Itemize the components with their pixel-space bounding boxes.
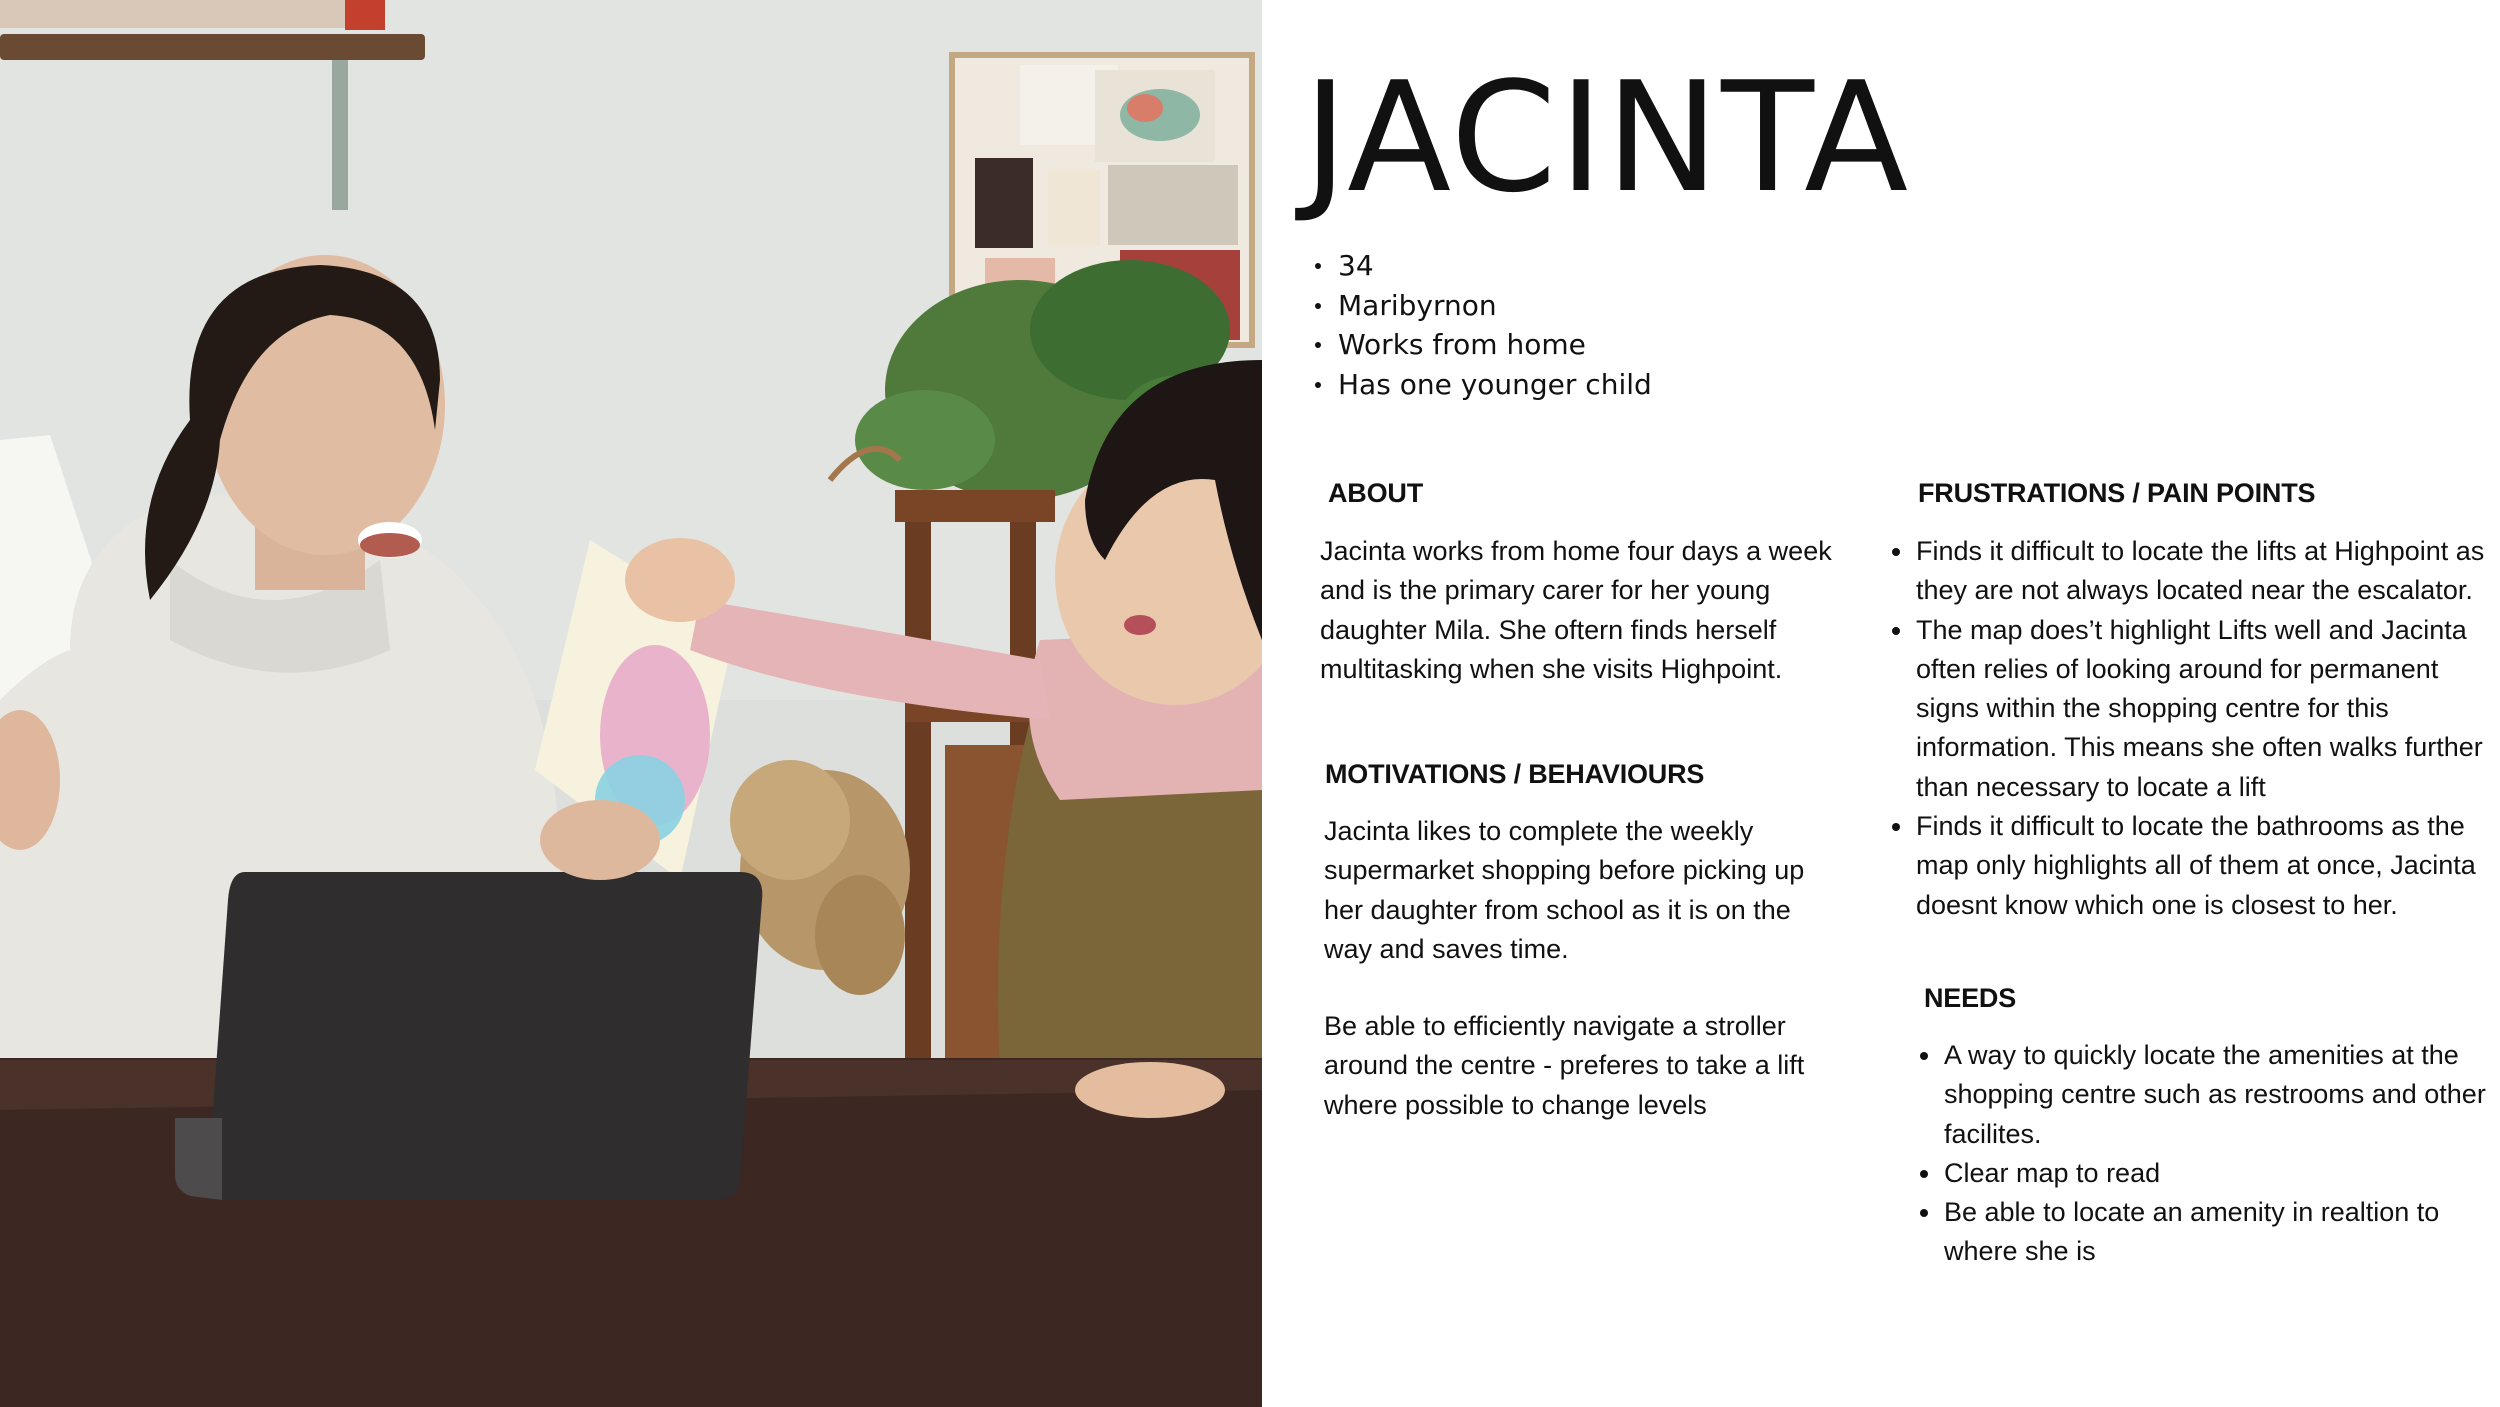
- fact-family: Has one younger child: [1312, 365, 1652, 405]
- motivations-paragraph-1: Jacinta likes to complete the weekly supermarket shopping before picking up her daughter from school as it is on the way and saves time.: [1324, 816, 1805, 964]
- motivations-paragraph-2: Be able to efficiently navigate a stroller around the centre - preferes to take a lift where possible to change levels: [1324, 1011, 1805, 1120]
- about-heading: ABOUT: [1328, 478, 1423, 508]
- fact-location: Maribyrnon: [1312, 286, 1652, 326]
- persona-name: JACINTA: [1303, 49, 1911, 226]
- need-item: Be able to locate an amenity in realtion to where she is: [1916, 1193, 2494, 1272]
- needs-list: [1916, 1036, 2494, 1272]
- fact-work: Works from home: [1312, 325, 1652, 365]
- need-item: Clear map to read: [1916, 1154, 2494, 1193]
- about-text: Jacinta works from home four days a week and is the primary carer for her young daughter Mila. She oftern finds herself multitasking when she visits Highpoint.: [1320, 536, 1832, 684]
- persona-facts-list: [1312, 246, 1652, 404]
- frustration-item: Finds it difficult to locate the lifts at Highpoint as they are not always located near the escalator.: [1888, 532, 2494, 611]
- needs-heading: NEEDS: [1924, 983, 2017, 1013]
- frustrations-heading: FRUSTRATIONS / PAIN POINTS: [1918, 478, 2316, 508]
- fact-age: 34: [1312, 246, 1652, 286]
- frustration-item: The map does’t highlight Lifts well and Jacinta often relies of looking around for permanent signs within the shopping centre for this information. This means she often walks further than necessary to locate a lift: [1888, 611, 2494, 807]
- frustrations-list: [1888, 532, 2494, 925]
- motivations-heading: MOTIVATIONS / BEHAVIOURS: [1325, 759, 1705, 789]
- frustration-item: Finds it difficult to locate the bathrooms as the map only highlights all of them at once, Jacinta doesnt know which one is closest to her.: [1888, 807, 2494, 925]
- need-item: A way to quickly locate the amenities at the shopping centre such as restrooms and other facilites.: [1916, 1036, 2494, 1154]
